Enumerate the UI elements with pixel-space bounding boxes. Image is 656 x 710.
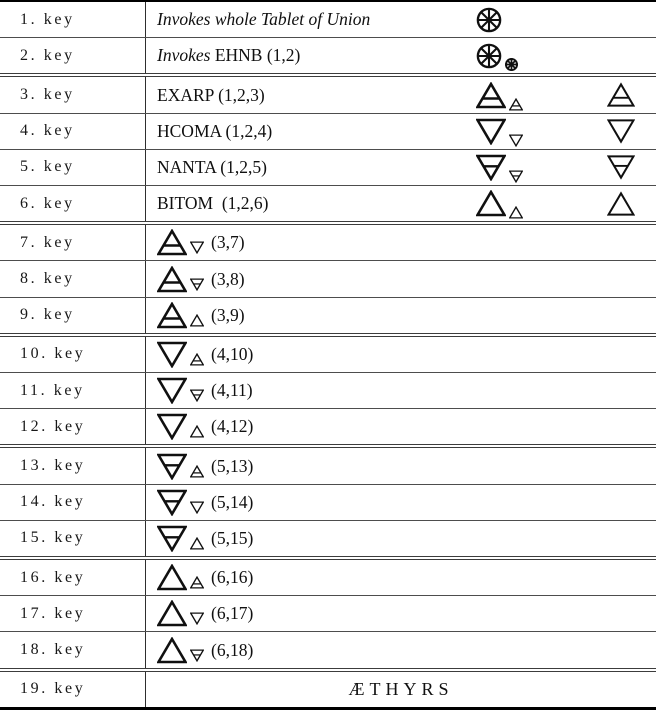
- key-label-cell: [0, 261, 146, 296]
- fire-icon: [509, 206, 523, 219]
- table-row-key-15: [0, 521, 656, 560]
- air-icon: [190, 576, 204, 589]
- element-pair: [157, 489, 204, 516]
- invocation-text: [157, 9, 370, 30]
- key-label-cell: [0, 186, 146, 221]
- key-label: 9. key: [20, 306, 75, 324]
- air-icon: [157, 302, 187, 329]
- key-label: 18. key: [20, 641, 86, 659]
- table-row-key-3: [0, 77, 656, 113]
- row-content-cell: [146, 373, 656, 408]
- key-label-cell: [0, 2, 146, 37]
- row-content-cell: [146, 261, 656, 296]
- row-content-cell: [146, 632, 656, 667]
- pair-reference-text: (4,10): [211, 343, 254, 364]
- water-icon: [607, 119, 635, 144]
- row-content-cell: [146, 186, 656, 221]
- water-icon: [476, 118, 506, 145]
- earth-icon: [476, 154, 506, 181]
- row-content-cell: [146, 485, 656, 520]
- air-icon: [476, 82, 506, 109]
- key-label-cell: [0, 38, 146, 73]
- pair-reference-text: (4,12): [211, 416, 254, 437]
- key-label-cell: [0, 560, 146, 595]
- table-row-key-18: [0, 632, 656, 671]
- mid-symbol-group: [476, 43, 518, 69]
- pair-reference-text: (6,17): [211, 603, 254, 624]
- table-row-key-9: [0, 298, 656, 337]
- key-label: 13. key: [20, 457, 86, 475]
- air-icon: [607, 83, 635, 108]
- air-icon: [509, 98, 523, 111]
- key-label-cell: [0, 521, 146, 556]
- pair-reference-text: (5,15): [211, 527, 254, 548]
- element-pair: [157, 453, 204, 480]
- water-icon: [190, 241, 204, 254]
- row-content-cell: [146, 114, 656, 149]
- tablet-name-text: EXARP (1,2,3): [157, 84, 265, 105]
- key-label: 10. key: [20, 345, 86, 363]
- mid-symbol-group: [476, 82, 523, 109]
- invocation-text-italic: Invokes: [157, 45, 211, 66]
- key-label: 12. key: [20, 417, 86, 435]
- table-row-key-8: [0, 261, 656, 297]
- tablet-name-text: BITOM (1,2,6): [157, 193, 269, 214]
- pair-reference-text: (6,18): [211, 639, 254, 660]
- invocation-text: Invokes EHNB (1,2): [157, 45, 301, 66]
- wheel-icon: [505, 58, 518, 71]
- earth-icon: [190, 649, 204, 662]
- pair-reference-text: (5,14): [211, 491, 254, 512]
- mid-symbol-group: [476, 118, 523, 145]
- table-row-key-7: [0, 225, 656, 261]
- table-row-key-5: [0, 150, 656, 186]
- key-label: 14. key: [20, 493, 86, 511]
- earth-icon: [607, 155, 635, 180]
- row-content-cell: [146, 77, 656, 112]
- pair-reference-text: (3,9): [211, 304, 245, 325]
- air-icon: [190, 465, 204, 478]
- key-label: 1. key: [20, 10, 75, 28]
- water-icon: [190, 501, 204, 514]
- earth-icon: [157, 525, 187, 552]
- fire-icon: [476, 190, 506, 217]
- element-pair: [157, 229, 204, 256]
- fire-icon: [190, 314, 204, 327]
- pair-reference-text: (4,11): [211, 380, 253, 401]
- key-label: 16. key: [20, 568, 86, 586]
- row-content-cell: [146, 560, 656, 595]
- row-content-cell: [146, 2, 656, 37]
- key-label-cell: [0, 485, 146, 520]
- water-icon: [509, 134, 523, 147]
- earth-icon: [190, 278, 204, 291]
- element-pair: [157, 525, 204, 552]
- element-pair: [157, 637, 204, 664]
- earth-icon: [157, 489, 187, 516]
- mid-symbol-group: [476, 190, 523, 217]
- air-icon: [157, 229, 187, 256]
- water-icon: [157, 377, 187, 404]
- row-content-cell: [146, 596, 656, 631]
- row-content-cell: [146, 298, 656, 333]
- table-row-key-13: [0, 448, 656, 484]
- invocation-text-italic: Invokes whole Tablet of Union: [157, 9, 371, 30]
- table-row-key-14: [0, 485, 656, 521]
- fire-icon: [190, 537, 204, 550]
- key-label-cell: [0, 150, 146, 185]
- air-icon: [157, 266, 187, 293]
- row-content-cell: [146, 150, 656, 185]
- key-label: 17. key: [20, 604, 86, 622]
- key-label: 15. key: [20, 529, 86, 547]
- table-row-key-4: [0, 114, 656, 150]
- fire-icon: [157, 564, 187, 591]
- table-row-key-11: [0, 373, 656, 409]
- key-label-cell: [0, 114, 146, 149]
- row-content-cell: [146, 521, 656, 556]
- row-content-cell: [146, 409, 656, 444]
- table-row-key-19: [0, 672, 656, 707]
- key-label-cell: [0, 672, 146, 707]
- tablet-name-text: HCOMA (1,2,4): [157, 120, 273, 141]
- key-label: 19. key: [20, 680, 86, 698]
- key-label: 11. key: [20, 381, 85, 399]
- table-row-key-17: [0, 596, 656, 632]
- key-label-cell: [0, 77, 146, 112]
- fire-icon: [157, 600, 187, 627]
- key-label-cell: [0, 448, 146, 483]
- pair-reference-text: (6,16): [211, 567, 254, 588]
- mid-symbol-group: [476, 154, 523, 181]
- pair-reference-text: (3,8): [211, 268, 245, 289]
- key-label: 4. key: [20, 122, 75, 140]
- air-icon: [190, 353, 204, 366]
- key-label-cell: [0, 596, 146, 631]
- table-row-key-12: [0, 409, 656, 448]
- table-row-key-6: [0, 186, 656, 225]
- element-pair: [157, 564, 204, 591]
- key-label: 6. key: [20, 194, 75, 212]
- right-symbol: [607, 83, 635, 108]
- water-icon: [157, 413, 187, 440]
- wheel-icon: [476, 43, 502, 69]
- row-content-cell: [146, 225, 656, 260]
- key-label-cell: [0, 409, 146, 444]
- aethyrs-label: ÆTHYRS: [348, 678, 454, 699]
- key-label-cell: [0, 337, 146, 372]
- wheel-icon: [476, 7, 502, 33]
- row-content-cell: [146, 337, 656, 372]
- table-row-key-16: [0, 560, 656, 596]
- right-symbol: [607, 119, 635, 144]
- key-label: 5. key: [20, 158, 75, 176]
- key-label: 3. key: [20, 86, 75, 103]
- fire-icon: [190, 425, 204, 438]
- water-icon: [190, 612, 204, 625]
- element-pair: [157, 266, 204, 293]
- mid-symbol-group: [476, 7, 502, 33]
- row-content-cell: [146, 672, 656, 707]
- key-label: 2. key: [20, 46, 75, 64]
- earth-icon: [509, 170, 523, 183]
- key-label-cell: [0, 298, 146, 333]
- water-icon: [157, 341, 187, 368]
- row-content-cell: [146, 448, 656, 483]
- key-label: 8. key: [20, 270, 75, 288]
- element-pair: [157, 341, 204, 368]
- right-symbol: [607, 191, 635, 216]
- table-row-key-1: [0, 2, 656, 38]
- element-pair: [157, 413, 204, 440]
- key-label-cell: [0, 225, 146, 260]
- right-symbol: [607, 155, 635, 180]
- element-pair: [157, 377, 204, 404]
- table-row-key-10: [0, 337, 656, 373]
- pair-reference-text: (5,13): [211, 455, 254, 476]
- key-label-cell: [0, 373, 146, 408]
- pair-reference-text: (3,7): [211, 232, 245, 253]
- row-content-cell: [146, 38, 656, 73]
- element-pair: [157, 302, 204, 329]
- key-label-cell: [0, 632, 146, 667]
- element-pair: [157, 600, 204, 627]
- table-row-key-2: [0, 38, 656, 77]
- earth-icon: [190, 389, 204, 402]
- earth-icon: [157, 453, 187, 480]
- tablet-name-text: NANTA (1,2,5): [157, 156, 267, 177]
- key-label: 7. key: [20, 233, 75, 251]
- fire-icon: [607, 191, 635, 216]
- fire-icon: [157, 637, 187, 664]
